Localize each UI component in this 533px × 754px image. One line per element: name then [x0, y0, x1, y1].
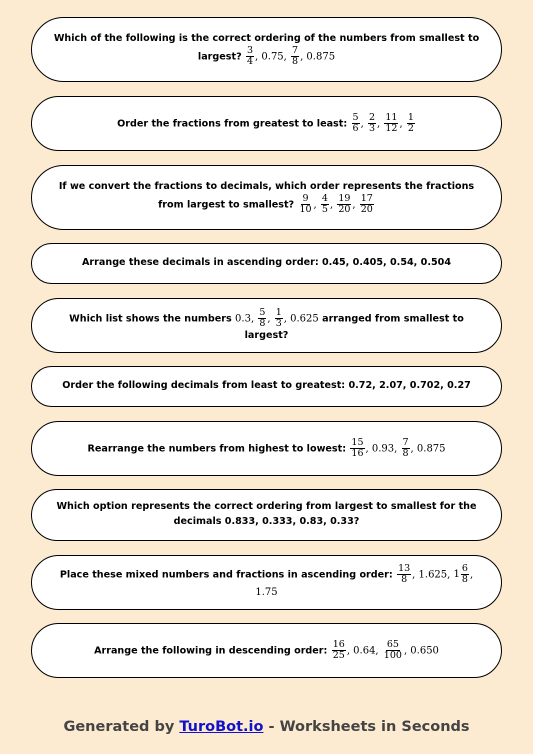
question-text-segment: Arrange these decimals in ascending order: 0.45, 0.405, 0.54, 0.504 — [82, 257, 451, 269]
question-text-segment: Order the following decimals from least to greatest: 0.72, 2.07, 0.702, 0.27 — [62, 380, 471, 392]
fraction — [397, 564, 411, 585]
math-value: , 0.75, — [255, 51, 291, 63]
footer — [0, 719, 533, 735]
question-card — [31, 623, 502, 678]
question-text-segment: arranged from smallest to largest? — [244, 313, 464, 341]
math-value: , — [377, 118, 384, 130]
question-text — [82, 256, 451, 271]
question-text-segment: Arrange the following in descending order: — [94, 645, 331, 657]
math-value: , 0.625 — [283, 313, 319, 325]
fraction — [407, 113, 415, 134]
question-card — [31, 96, 502, 151]
fraction-denominator: 25 — [332, 650, 345, 661]
fraction-numerator: 11 — [385, 112, 398, 124]
fraction-numerator: 3 — [247, 45, 254, 57]
fraction — [350, 438, 364, 459]
fraction-denominator: 2 — [407, 123, 414, 134]
fraction-denominator: 12 — [385, 123, 398, 134]
fraction-denominator: 3 — [368, 123, 375, 134]
question-text-segment: If we convert the fractions to decimals, which order represents the fractions from largest to smallest? — [58, 180, 475, 211]
fraction-numerator: 7 — [402, 437, 409, 449]
mixed-number-whole: 1 — [453, 568, 460, 580]
fraction — [384, 113, 398, 134]
fraction-numerator: 13 — [398, 563, 411, 575]
fraction — [332, 640, 346, 661]
fraction-numerator: 4 — [321, 193, 328, 205]
fraction-numerator: 17 — [360, 193, 373, 205]
fraction — [461, 564, 469, 585]
question-text-segment: Which list shows the numbers — [69, 313, 236, 325]
question-text-segment: Order the fractions from greatest to least: — [117, 118, 351, 130]
fraction-numerator: 16 — [332, 639, 345, 651]
question-text — [117, 113, 416, 134]
math-value: , 0.64, — [346, 645, 382, 657]
fraction — [360, 194, 374, 215]
fraction-denominator: 4 — [247, 56, 254, 68]
fraction-numerator: 5 — [259, 306, 266, 318]
fraction-numerator: 6 — [461, 563, 468, 575]
turobot-link[interactable]: TuroBot.io — [179, 719, 264, 735]
fraction-numerator: 5 — [352, 112, 359, 124]
fraction-denominator: 8 — [401, 574, 408, 586]
question-text — [62, 379, 471, 394]
fraction — [258, 308, 266, 329]
question-card — [31, 298, 502, 353]
question-text — [48, 180, 485, 216]
fraction-denominator: 8 — [461, 574, 468, 586]
question-text — [94, 640, 439, 661]
question-card — [31, 421, 502, 476]
question-text-segment: Place these mixed numbers and fractions in ascending order: — [59, 569, 397, 581]
fraction-numerator: 65 — [386, 639, 399, 651]
fraction-numerator: 19 — [338, 193, 351, 205]
fraction-numerator: 1 — [407, 112, 414, 124]
fraction-denominator: 20 — [338, 204, 351, 216]
question-card — [31, 489, 502, 541]
question-text — [87, 438, 445, 459]
fraction — [291, 46, 299, 67]
question-card — [31, 17, 502, 82]
math-value: , 0.875 — [410, 443, 446, 455]
fraction — [402, 438, 410, 459]
question-card — [31, 555, 502, 610]
math-value: , — [352, 199, 359, 211]
math-value: , 1.75 — [255, 569, 474, 599]
fraction-denominator: 100 — [383, 650, 402, 661]
fraction-denominator: 16 — [351, 448, 364, 459]
math-value: , — [360, 118, 367, 130]
fraction-numerator: 7 — [292, 45, 299, 57]
fraction — [275, 308, 283, 329]
fraction-denominator: 6 — [352, 123, 359, 134]
math-value: , — [267, 313, 274, 325]
question-text-segment: Which option represents the correct ordering from largest to smallest for the decimals 0.833, 0.333, 0.83, 0.33? — [56, 501, 477, 527]
math-value: , — [329, 199, 337, 211]
math-value: , 1.625, — [412, 569, 454, 581]
question-card — [31, 243, 502, 284]
fraction-numerator: 15 — [351, 437, 364, 449]
fraction-numerator: 1 — [275, 306, 282, 318]
fraction-denominator: 10 — [299, 204, 312, 216]
fraction-numerator: 9 — [302, 193, 309, 205]
math-value: , — [313, 199, 320, 211]
question-text-segment: Rearrange the numbers from highest to lowest: — [87, 443, 350, 455]
fraction — [337, 194, 351, 215]
question-text — [48, 500, 485, 530]
question-card — [31, 366, 502, 407]
fraction — [352, 113, 360, 134]
fraction-denominator: 20 — [360, 204, 373, 216]
footer-prefix: Generated by — [63, 719, 180, 735]
fraction-denominator: 8 — [402, 448, 409, 459]
fraction-denominator: 3 — [275, 317, 282, 329]
math-value: 0.3, — [235, 313, 258, 325]
mixed-number — [454, 564, 470, 585]
question-text — [48, 564, 485, 601]
math-value: , 0.650 — [403, 645, 439, 657]
fraction — [298, 194, 312, 215]
footer-suffix: - Worksheets in Seconds — [263, 719, 470, 735]
fraction-denominator: 8 — [292, 56, 299, 68]
fraction-denominator: 8 — [259, 317, 266, 329]
fraction — [368, 113, 376, 134]
math-value: , — [399, 118, 406, 130]
fraction — [383, 640, 403, 661]
fraction-denominator: 5 — [321, 204, 328, 216]
math-value: , 0.93, — [365, 443, 401, 455]
math-value: , 0.875 — [300, 51, 336, 63]
fraction — [246, 46, 254, 67]
question-text — [48, 32, 485, 68]
question-text-segment: Which of the following is the correct ordering of the numbers from smallest to largest? — [53, 32, 480, 63]
question-card — [31, 165, 502, 230]
question-text — [48, 308, 485, 344]
fraction — [321, 194, 329, 215]
fraction-numerator: 2 — [368, 112, 375, 124]
